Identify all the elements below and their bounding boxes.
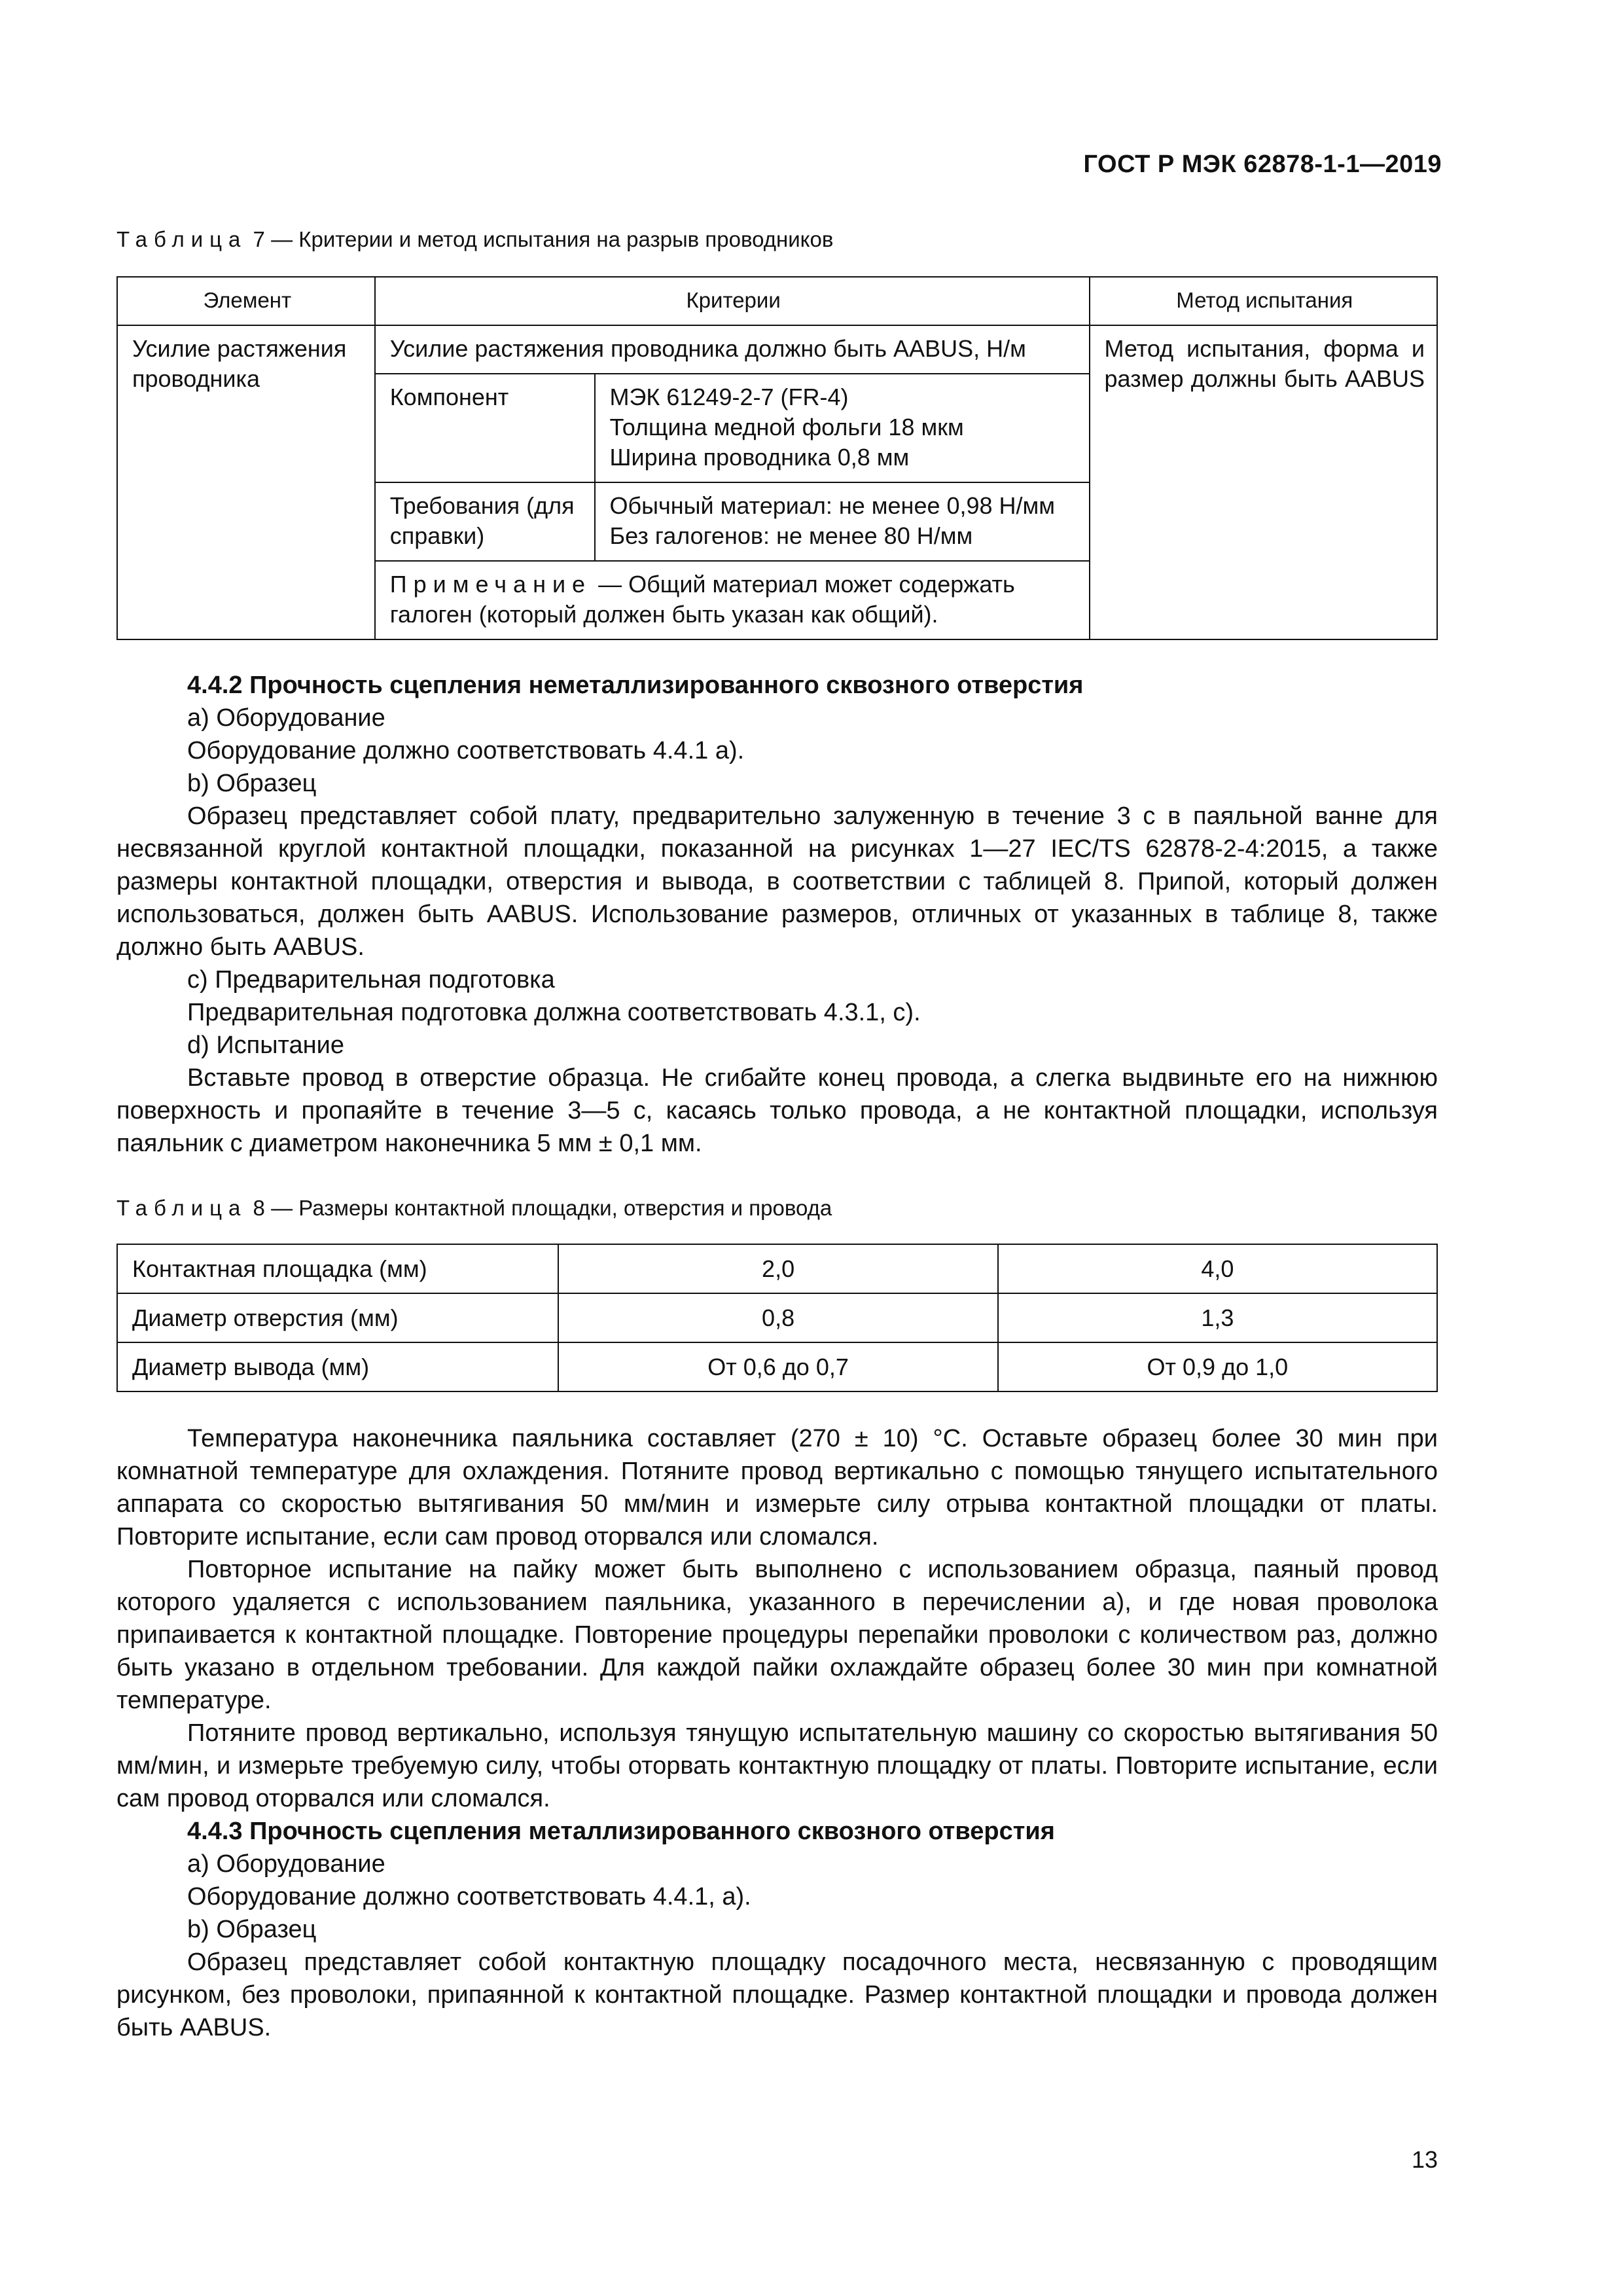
table7-component-values: [595, 374, 1090, 482]
table8-cell: Диаметр вывода (мм): [117, 1342, 558, 1391]
table-row: [117, 1293, 1437, 1342]
table7-header-method: Метод испытания: [1090, 277, 1437, 325]
table7-header-criteria: Критерии: [375, 277, 1090, 325]
table-row: [117, 325, 1437, 374]
table7-component-label: Компонент: [375, 374, 595, 482]
table8-cell: 1,3: [998, 1293, 1437, 1342]
table7-note-text: — Общий материал может содержать галоген (который должен быть указан как общий).: [389, 571, 1015, 628]
table8-cell: 0,8: [558, 1293, 997, 1342]
paragraph: Потяните провод вертикально, используя тянущую испытательную машину со скоростью вытягивания 50 мм/мин, и измерьте требуемую силу, чтобы оторвать контактную площадку от платы. Повторите испытание, если сам провод оторвался или сломался.: [116, 1719, 1438, 1812]
paragraph: Повторное испытание на пайку может быть выполнено с использованием образца, паяный провод которого удаляется с использованием паяльника, указанного в перечислении а), и где новая проволока припаивается к контактной площадке. Повторение процедуры перепайки проволоки с количеством раз, должно быть указано в отдельном требовании. Для каждой пайки охлаждайте образец более 30 мин при комнатной температуре.: [116, 1556, 1438, 1714]
table8-caption-prefix: Таблица: [116, 1196, 247, 1220]
table-row: [117, 1244, 1437, 1293]
table7-component-line: МЭК 61249-2-7 (FR-4): [609, 384, 849, 410]
paragraph: Оборудование должно соответствовать 4.4.1, а).: [187, 1883, 751, 1910]
body-text-after-table8: [116, 1422, 1438, 2044]
table7-requirements-line: Обычный материал: не менее 0,98 Н/мм: [609, 492, 1056, 519]
table8-cell: Контактная площадка (мм): [117, 1244, 558, 1293]
table7-caption: [116, 227, 833, 252]
page-number: 13: [1411, 2146, 1438, 2173]
table7-header-row: [117, 277, 1437, 325]
paragraph: b) Образец: [187, 770, 317, 797]
table7-criteria-main: Усилие растяжения проводника должно быть AABUS, Н/м: [375, 325, 1090, 374]
paragraph: b) Образец: [187, 1916, 317, 1943]
section-heading: 4.4.2 Прочность сцепления неметаллизированного сквозного отверстия: [187, 672, 1084, 699]
table7: [116, 276, 1438, 640]
table8-cell: От 0,9 до 1,0: [998, 1342, 1437, 1391]
paragraph: с) Предварительная подготовка: [187, 966, 555, 994]
paragraph: Предварительная подготовка должна соответствовать 4.3.1, с).: [187, 999, 921, 1026]
table7-note-prefix: Примечание: [389, 571, 592, 598]
table8-caption: [116, 1196, 832, 1221]
table7-element-cell: Усилие растяжения проводника: [117, 325, 375, 639]
section-heading: 4.4.3 Прочность сцепления металлизированного сквозного отверстия: [187, 1818, 1055, 1845]
document-code: ГОСТ Р МЭК 62878-1-1—2019: [1083, 151, 1442, 178]
paragraph: d) Испытание: [187, 1031, 345, 1059]
table7-requirements-label: Требования (для справки): [375, 482, 595, 561]
table8-cell: 2,0: [558, 1244, 997, 1293]
section-4-4-2: [116, 669, 1438, 1160]
paragraph: Оборудование должно соответствовать 4.4.1 а).: [187, 737, 745, 764]
paragraph: Образец представляет собой контактную площадку посадочного места, несвязанную с проводящим рисунком, без проволоки, припаянной к контактной площадке. Размер контактной площадки и провода должен быть AABUS.: [116, 1948, 1438, 2041]
table8: [116, 1244, 1438, 1392]
table7-caption-text: 7 — Критерии и метод испытания на разрыв проводников: [247, 227, 834, 251]
table7-header-element: Элемент: [117, 277, 375, 325]
table8-caption-text: 8 — Размеры контактной площадки, отверстия и провода: [247, 1196, 832, 1220]
table7-method-cell: Метод испытания, форма и размер должны быть AABUS: [1090, 325, 1437, 639]
table7-requirements-values: [595, 482, 1090, 561]
table8-cell: Диаметр отверстия (мм): [117, 1293, 558, 1342]
table7-component-line: Ширина проводника 0,8 мм: [609, 444, 910, 471]
paragraph: Температура наконечника паяльника составляет (270 ± 10) °С. Оставьте образец более 30 мин при комнатной температуре для охлаждения. Потяните провод вертикально с помощью тянущего испытательного аппарата со скоростью вытягивания 50 мм/мин и измерьте силу отрыва контактной площадки от платы. Повторите испытание, если сам провод оторвался или сломался.: [116, 1425, 1438, 1551]
paragraph: Образец представляет собой плату, предварительно залуженную в течение 3 с в паяльной ванне для несвязанной круглой контактной площадки, показанной на рисунках 1—27 IEC/TS 62878-2-4:2015, а также размеры контактной площадки, отверстия и вывода, в соответствии с таблицей 8. Припой, который должен использоваться, должен быть AABUS. Использование размеров, отличных от указанных в таблице 8, также должно быть AABUS.: [116, 802, 1438, 961]
table-row: [117, 1342, 1437, 1391]
table7-requirements-line: Без галогенов: не менее 80 Н/мм: [609, 522, 973, 549]
table7-component-line: Толщина медной фольги 18 мкм: [609, 414, 964, 440]
paragraph: а) Оборудование: [187, 1850, 385, 1878]
paragraph: а) Оборудование: [187, 704, 385, 732]
paragraph: Вставьте провод в отверстие образца. Не сгибайте конец провода, а слегка выдвиньте его на нижнюю поверхность и пропаяйте в течение 3—5 с, касаясь только провода, а не контактной площадки, используя паяльник с диаметром наконечника 5 мм ± 0,1 мм.: [116, 1064, 1438, 1157]
table7-note: [375, 561, 1090, 639]
table8-cell: От 0,6 до 0,7: [558, 1342, 997, 1391]
table7-caption-prefix: Таблица: [116, 227, 247, 251]
table8-cell: 4,0: [998, 1244, 1437, 1293]
